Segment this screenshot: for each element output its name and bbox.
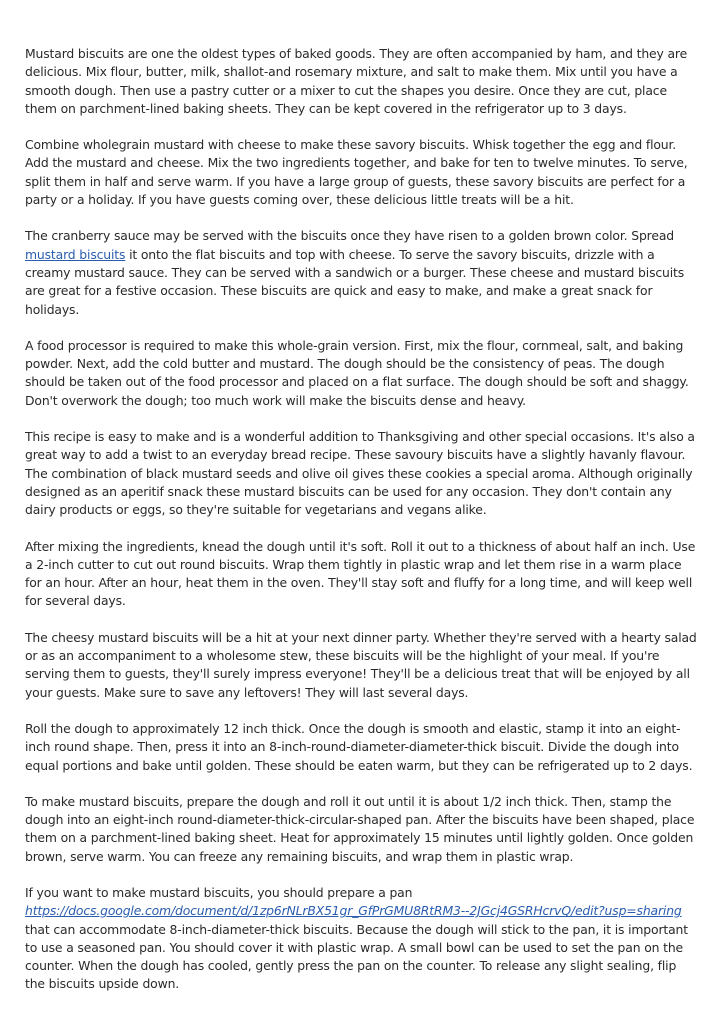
paragraph-2	[25, 136, 698, 209]
paragraph-text: To make mustard biscuits, prepare the dough and roll it out until it is about 1/2 inch thick. Then, stamp the dough into an eight-inch round-diameter-thick-circular-shaped pan. After the biscuits have been shaped, place them on a parchment-lined baking sheet. Heat for approximately 15 minutes until lightly golden. Once golden brown, serve warm. You can freeze any remaining biscuits, and wrap them in plastic wrap.	[25, 793, 695, 864]
paragraph-3	[25, 227, 698, 318]
paragraph-text: After mixing the ingredients, knead the dough until it's soft. Roll it out to a thickness of about half an inch. Use a 2-inch cutter to cut out round biscuits. Wrap them tightly in plastic wrap and let them rise in a warm place for an hour. After an hour, heat them in the oven. They'll stay soft and fluffy for a long time, and will keep well for several days.	[25, 538, 696, 609]
paragraph-8	[25, 720, 698, 775]
paragraph-4	[25, 337, 698, 410]
paragraph-5	[25, 428, 698, 519]
paragraph-10	[25, 884, 698, 994]
paragraph-text-after-link: it onto the flat biscuits and top with cheese. To serve the savory biscuits, drizzle with a creamy mustard sauce. They can be served with a sandwich or a burger. These cheese and mustard biscuits are great for a festive occasion. These biscuits are quick and easy to make, and make a great snack for holidays.	[25, 246, 685, 317]
mustard-biscuits-link[interactable]: mustard biscuits	[25, 246, 126, 262]
paragraph-7	[25, 629, 698, 702]
paragraph-text: Combine wholegrain mustard with cheese to make these savory biscuits. Whisk together the egg and flour. Add the mustard and cheese. Mix the two ingredients together, and bake for ten to twelve minutes. To serve, split them in half and serve warm. If you have a large group of guests, these savory biscuits are perfect for a party or a holiday. If you have guests coming over, these delicious little treats will be a hit.	[25, 137, 688, 208]
paragraph-text-before-link: If you want to make mustard biscuits, you should prepare a pan	[25, 884, 413, 900]
paragraph-text: Roll the dough to approximately 12 inch thick. Once the dough is smooth and elastic, stamp it into an eight-inch round shape. Then, press it into an 8-inch-round-diameter-diameter-thick biscuit. Divide the dough into equal portions and bake until golden. These should be eaten warm, but they can be refrigerated up to 2 days.	[25, 720, 693, 773]
paragraph-text: A food processor is required to make this whole-grain version. First, mix the flour, cornmeal, salt, and baking powder. Next, add the cold butter and mustard. The dough should be the consistency of peas. The dough should be taken out of the food processor and placed on a flat surface. The dough should be soft and shaggy. Don't overwork the dough; too much work will make the biscuits dense and heavy.	[25, 337, 689, 408]
paragraph-1	[25, 45, 698, 118]
paragraph-text: This recipe is easy to make and is a wonderful addition to Thanksgiving and other special occasions. It's also a great way to add a twist to an everyday bread recipe. These savoury biscuits have a slightly havanly flavour. The combination of black mustard seeds and olive oil gives these cookies a special aroma. Although originally designed as an aperitif snack these mustard biscuits can be used for any occasion. They don't contain any dairy products or eggs, so they're suitable for vegetarians and vegans alike.	[25, 429, 695, 518]
paragraph-text-after-link: that can accommodate 8-inch-diameter-thick biscuits. Because the dough will stick to the pan, it is important to use a seasoned pan. You should cover it with plastic wrap. A small bowl can be used to set the pan on the counter. When the dough has cooled, gently press the pan on the counter. To release any slight sealing, flip the biscuits upside down.	[25, 921, 688, 992]
paragraph-text: Mustard biscuits are one the oldest types of baked goods. They are often accompanied by ham, and they are delicious. Mix flour, butter, milk, shallot-and rosemary mixture, and salt to make them. Mix until you have a smooth dough. Then use a pastry cutter or a mixer to cut the shapes you desire. Once they are cut, place them on parchment-lined baking sheets. They can be kept covered in the refrigerator up to 3 days.	[25, 46, 688, 116]
google-docs-link[interactable]: https://docs.google.com/document/d/1zp6rNLrBX51gr_GfPrGMU8RtRM3--2JGcj4GSRHcrvQ/edit?usp=sharing	[25, 903, 682, 919]
paragraph-text: The cheesy mustard biscuits will be a hit at your next dinner party. Whether they're served with a hearty salad or as an accompaniment to a wholesome stew, these biscuits will be the highlight of your meal. If you're serving them to guests, they'll surely impress everyone! They'll be a delicious treat that will be enjoyed by all your guests. Make sure to save any leftovers! They will last several days.	[25, 629, 697, 700]
paragraph-9	[25, 793, 698, 866]
paragraph-text-before-link: The cranberry sauce may be served with the biscuits once they have risen to a golden brown color. Spread	[25, 228, 674, 244]
paragraph-6	[25, 538, 698, 611]
